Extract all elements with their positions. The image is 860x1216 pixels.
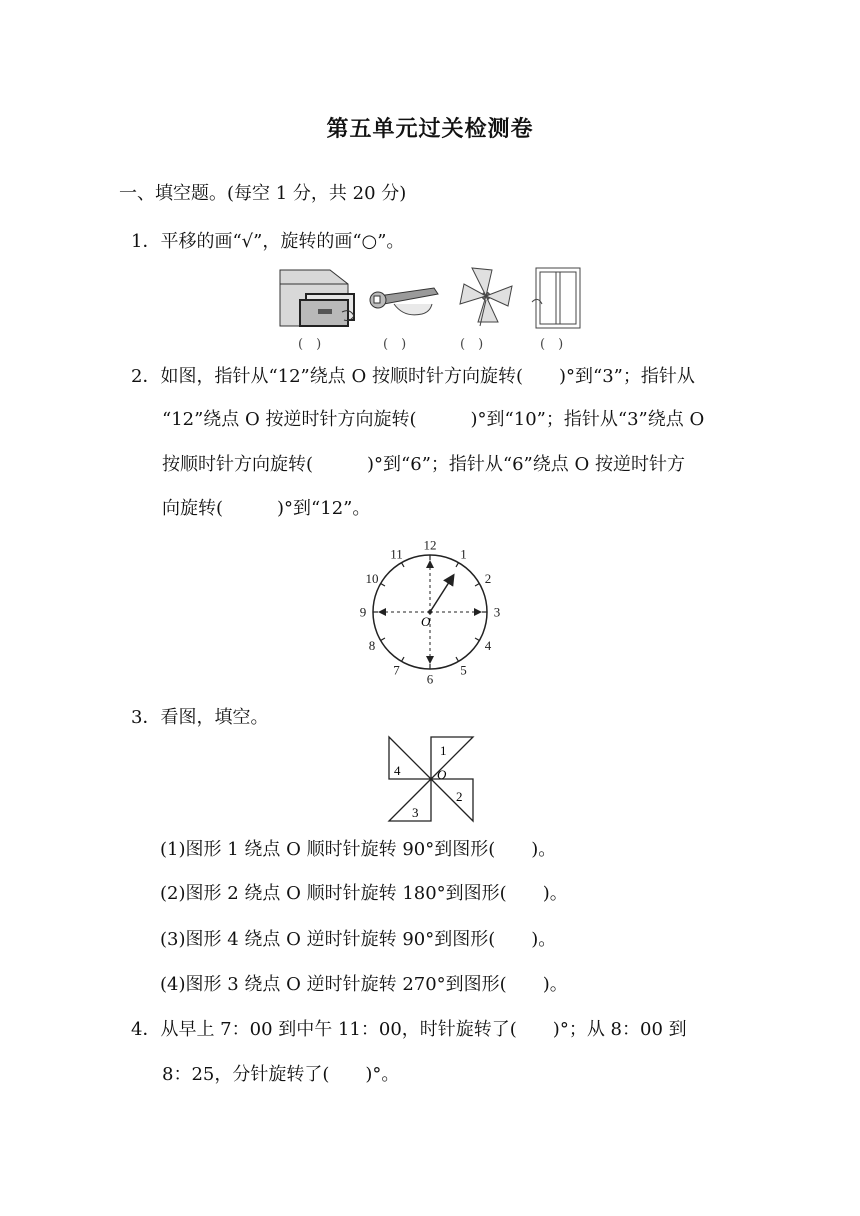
fan-picture (460, 268, 512, 326)
clock-number: 6 (426, 671, 434, 686)
clock-number: 9 (359, 604, 367, 620)
clock-hand (430, 576, 453, 612)
q3-item-3: (3)图形 4 绕点 O 逆时针旋转 90°到图形( )。 (160, 929, 557, 950)
page-title: 第五单元过关检测卷 (326, 117, 534, 142)
clock-number: 4 (484, 638, 492, 653)
clock-number: 2 (484, 571, 492, 586)
wrench-picture (370, 288, 438, 315)
shape-3 (389, 779, 431, 821)
q1-blank-3[interactable]: ( ) (460, 337, 484, 352)
clock-diagram (355, 536, 505, 686)
clock-number: 11 (390, 546, 403, 562)
q3-item-4: (4)图形 3 绕点 O 逆时针旋转 270°到图形( )。 (160, 974, 568, 995)
clock-number: 12 (423, 537, 437, 553)
q3-item-2: (2)图形 2 绕点 O 顺时针旋转 180°到图形( )。 (160, 883, 568, 904)
question-4-line-1: 4．从早上 7：00 到中午 11：00，时针旋转了( )°；从 8：00 到 (131, 1019, 687, 1040)
clock-tick (402, 657, 405, 661)
q1-blank-4[interactable]: ( ) (540, 337, 564, 352)
clock-tick (456, 657, 459, 661)
question-2-line-1: 2．如图，指针从“12”绕点 O 按顺时针方向旋转( )°到“3”；指针从 (131, 366, 695, 387)
pinwheel-diagram (384, 735, 478, 827)
drawer-picture (280, 270, 354, 326)
question-4-line-2: 8：25，分针旋转了( )°。 (162, 1064, 400, 1085)
question-2-line-2: “12”绕点 O 按逆时针方向旋转( )°到“10”；指针从“3”绕点 O (162, 409, 705, 430)
clock-number: 8 (368, 638, 376, 653)
section-heading: 一、填空题。(每空 1 分，共 20 分) (119, 183, 407, 204)
shape-label-1: 1 (440, 743, 447, 758)
q3-item-1: (1)图形 1 绕点 O 顺时针旋转 90°到图形( )。 (160, 839, 557, 860)
shape-label-3: 3 (412, 805, 419, 820)
clock-tick (402, 563, 405, 567)
clock-tick (475, 638, 479, 641)
shape-label-2: 2 (456, 789, 463, 804)
clock-center-label: O (421, 614, 431, 629)
clock-number: 7 (393, 662, 400, 678)
clock-number: 10 (365, 571, 379, 586)
pinwheel-center-label: O (437, 767, 447, 782)
question-3-text: 3．看图，填空。 (131, 707, 269, 728)
q1-blank-2[interactable]: ( ) (383, 337, 407, 352)
clock-tick (381, 584, 385, 587)
clock-number: 3 (493, 604, 501, 620)
question-2-line-4: 向旋转( )°到“12”。 (162, 498, 371, 519)
shape-2 (431, 779, 473, 821)
sliding-window-picture (532, 268, 580, 328)
clock-number: 5 (460, 662, 467, 678)
clock-tick (381, 638, 385, 641)
q1-blank-1[interactable]: ( ) (298, 337, 322, 352)
clock-number: 1 (460, 546, 467, 562)
question-1-text: 1．平移的画“√”，旋转的画“○”。 (131, 231, 405, 252)
question-2-line-3: 按顺时针方向旋转( )°到“6”；指针从“6”绕点 O 按逆时针方 (162, 454, 685, 475)
shape-label-4: 4 (394, 763, 401, 778)
clock-tick (475, 584, 479, 587)
clock-tick (456, 563, 459, 567)
